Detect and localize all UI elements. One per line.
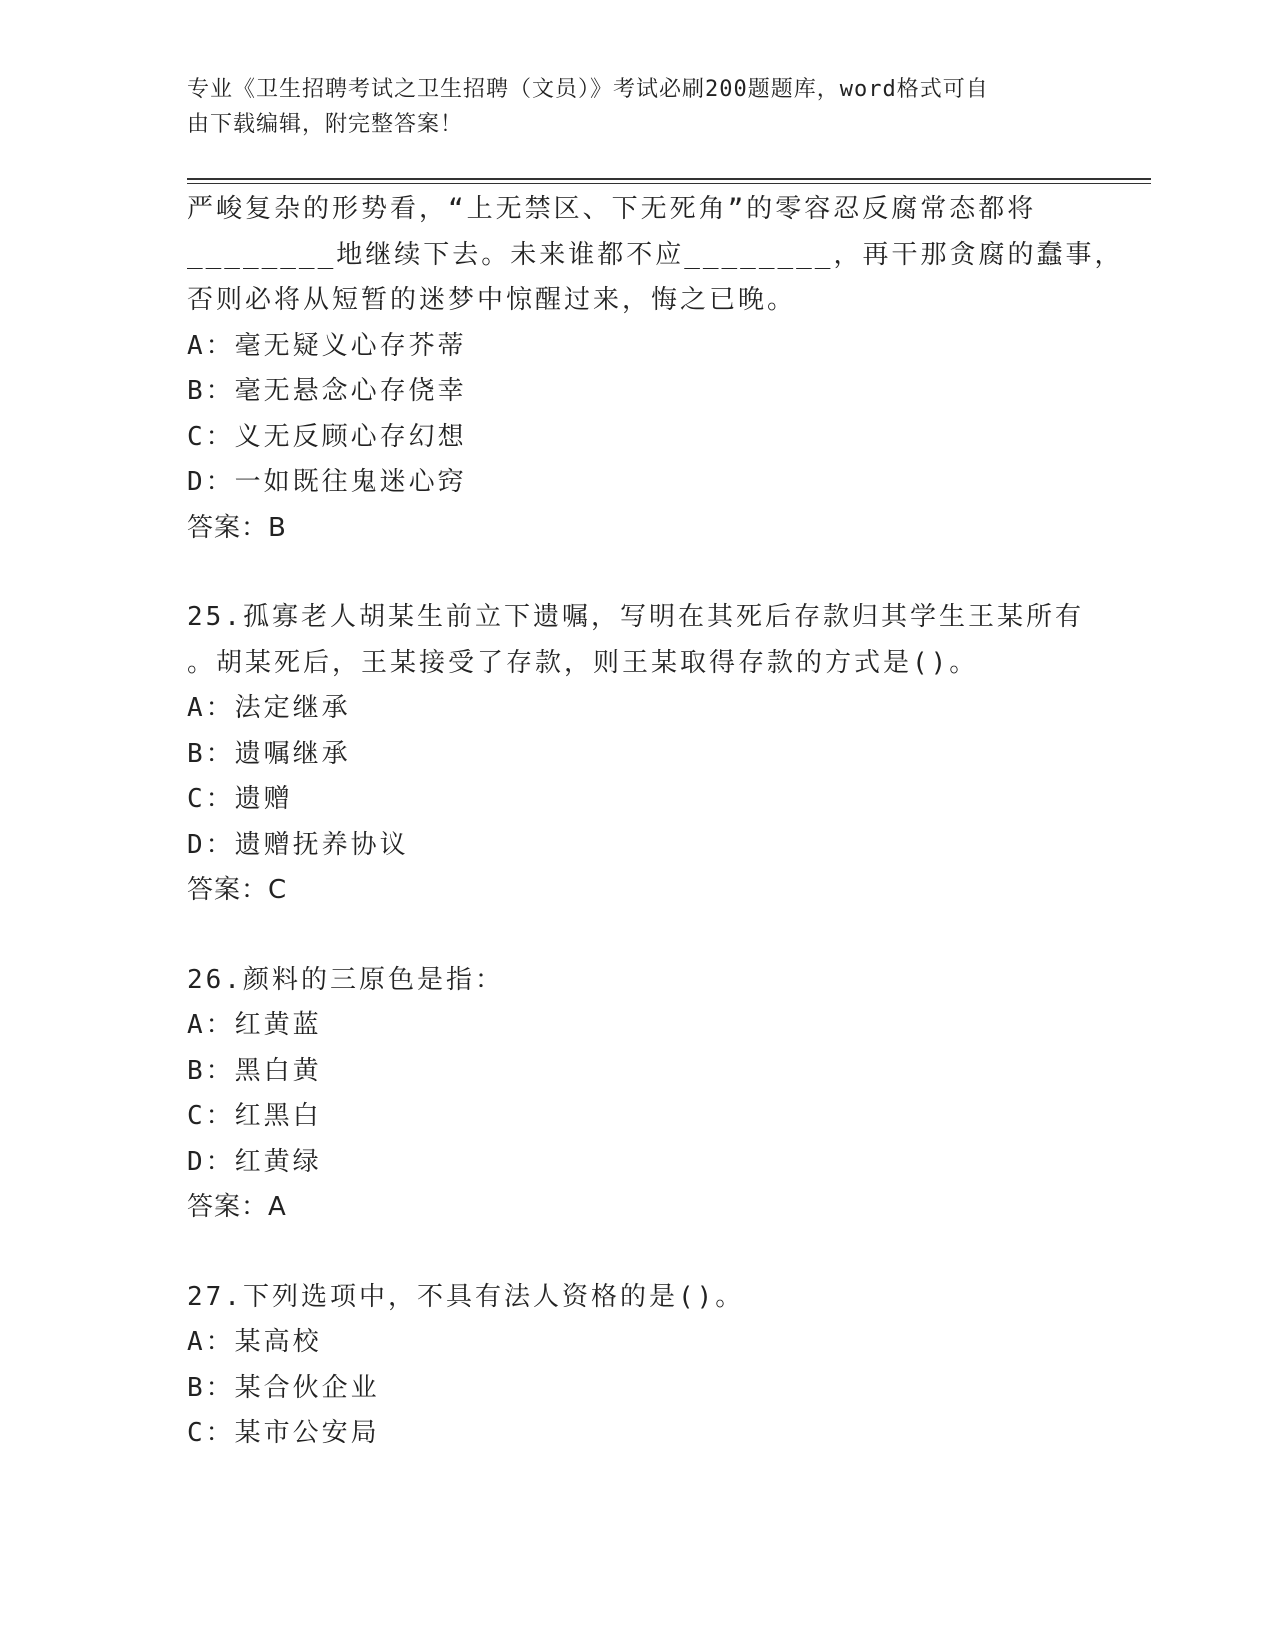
option-a: A：法定继承 [187, 693, 351, 723]
question-text-line: 26.颜料的三原色是指： [187, 964, 504, 995]
question-text-line: 25.孤寡老人胡某生前立下遗嘱，写明在其死后存款归其学生王某所有 [187, 602, 1084, 632]
option-d: D：遗赠抚养协议 [187, 829, 409, 860]
option-a: A：某高校 [187, 1327, 322, 1357]
question-content [187, 187, 1124, 1457]
option-c: C：红黑白 [187, 1101, 322, 1131]
option-d: D：红黄绿 [187, 1146, 322, 1177]
answer-label: 答案：B [187, 512, 287, 543]
answer-label: 答案：C [187, 875, 288, 905]
question-text-line: 。胡某死后，王某接受了存款，则王某取得存款的方式是()。 [187, 647, 979, 678]
question-26 [187, 958, 1067, 1231]
question-text-line: ________地继续下去。未来谁都不应________，再干那贪腐的蠢事， [187, 239, 1124, 270]
question-27 [187, 1275, 1067, 1457]
option-a: A：毫无疑义心存芥蒂 [187, 330, 467, 361]
header-line-2: 由下载编辑，附完整答案！ [187, 112, 464, 137]
question-25 [187, 595, 1084, 914]
question-text-line: 27.下列选项中，不具有法人资格的是()。 [187, 1281, 745, 1312]
question-spacer [187, 914, 1067, 958]
header-line-1: 专业《卫生招聘考试之卫生招聘（文员）》考试必刷200题题库，word格式可自 [187, 77, 989, 102]
question-text-line: 严峻复杂的形势看，“上无禁区、下无死角”的零容忍反腐常态都将 [187, 194, 1037, 224]
option-c: C：某市公安局 [187, 1418, 380, 1448]
option-d: D：一如既往鬼迷心窍 [187, 467, 467, 497]
header-divider-thick [187, 178, 1151, 180]
option-b: B：黑白黄 [187, 1055, 322, 1086]
answer-label: 答案：A [187, 1192, 287, 1222]
header-divider-thin [187, 183, 1151, 184]
question-spacer [187, 1231, 1067, 1275]
question-text-line: 否则必将从短暂的迷梦中惊醒过来，悔之已晚。 [187, 285, 797, 315]
option-c: C：遗赠 [187, 784, 293, 814]
option-b: B：某合伙企业 [187, 1372, 380, 1403]
question-spacer [187, 551, 1067, 595]
option-b: B：毫无悬念心存侥幸 [187, 376, 467, 406]
option-a: A：红黄蓝 [187, 1010, 322, 1040]
option-c: C：义无反顾心存幻想 [187, 421, 467, 452]
document-header [187, 72, 1067, 142]
option-b: B：遗嘱继承 [187, 738, 351, 769]
question-24-continued [187, 187, 1124, 551]
